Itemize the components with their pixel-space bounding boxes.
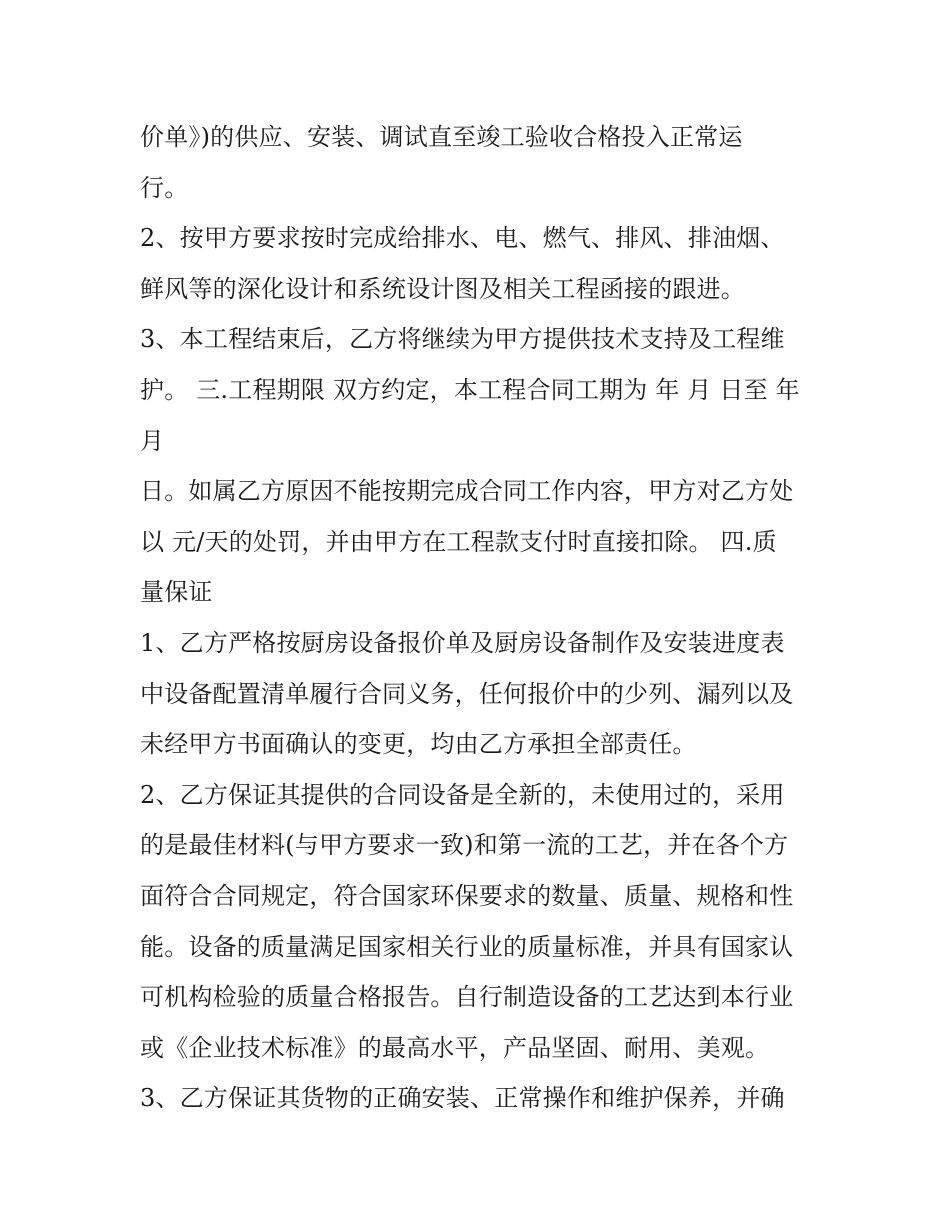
text-line: 行。 — [140, 173, 189, 202]
text-line: 月 — [140, 426, 165, 455]
text-line: 的是最佳材料(与甲方要求一致)和第一流的工艺，并在各个方 — [140, 831, 789, 860]
document-body — [140, 112, 830, 1124]
text-line: 量保证 — [140, 578, 213, 607]
text-line: 可机构检验的质量合格报告。自行制造设备的工艺达到本行业 — [140, 983, 794, 1012]
text-line: 1、乙方严格按厨房设备报价单及厨房设备制作及安装进度表 — [140, 628, 785, 657]
text-line: 2、按甲方要求按时完成给排水、电、燃气、排风、排油烟、 — [140, 224, 785, 253]
text-line: 3、本工程结束后，乙方将继续为甲方提供技术支持及工程维 — [140, 325, 785, 354]
text-line: 中设备配置清单履行合同义务，任何报价中的少列、漏列以及 — [140, 679, 794, 708]
text-line: 价单》)的供应、安装、调试直至竣工验收合格投入正常运 — [140, 123, 743, 151]
text-line: 日。如属乙方原因不能按期完成合同工作内容，甲方对乙方处 — [140, 477, 794, 506]
text-line: 2、乙方保证其提供的合同设备是全新的，未使用过的，采用 — [140, 780, 785, 809]
text-line: 或《企业技术标准》的最高水平，产品坚固、耐用、美观。 — [140, 1033, 770, 1062]
text-line: 能。设备的质量满足国家相关行业的质量标准，并具有国家认 — [140, 932, 794, 961]
text-line: 3、乙方保证其货物的正确安装、正常操作和维护保养，并确 — [140, 1084, 785, 1113]
text-line: 鲜风等的深化设计和系统设计图及相关工程函接的跟进。 — [140, 274, 745, 303]
text-line: 以 元/天的处罚，并由甲方在工程款支付时直接扣除。 四.质 — [140, 527, 777, 556]
text-line: 面符合合同规定，符合国家环保要求的数量、质量、规格和性 — [140, 881, 794, 910]
text-line: 护。 三.工程期限 双方约定，本工程合同工期为 年 月 日至 年 — [140, 375, 800, 404]
text-line: 未经甲方书面确认的变更，均由乙方承担全部责任。 — [140, 730, 697, 759]
